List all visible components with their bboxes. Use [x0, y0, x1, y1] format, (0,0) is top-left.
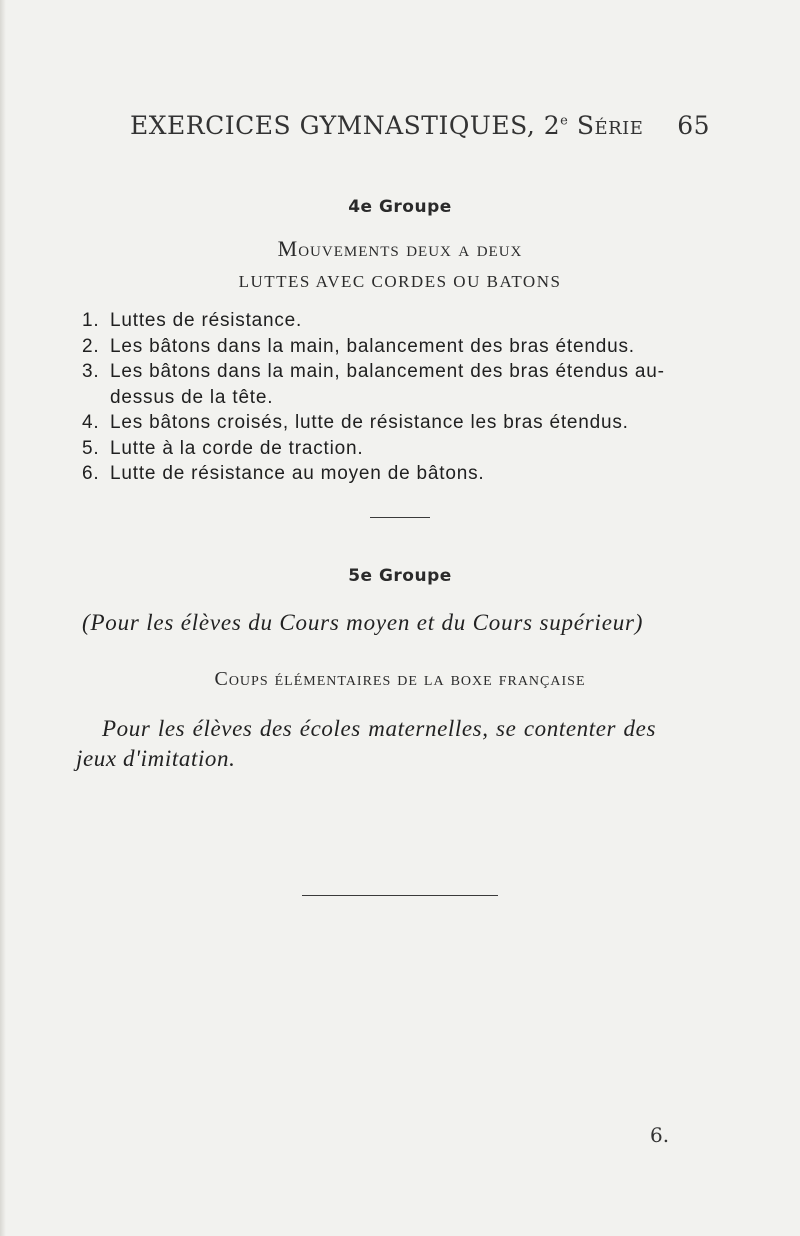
list-item-text: Les bâtons dans la main, balancement des bras étendus. — [110, 335, 635, 357]
list-item — [82, 410, 722, 436]
list-item-text: Les bâtons croisés, lutte de résistance les bras étendus. — [110, 412, 629, 433]
running-head-series: Série — [576, 111, 644, 140]
list-item-text: Luttes de résistance. — [110, 310, 303, 331]
group-5-subheading: Coups élémentaires de la boxe française — [214, 668, 586, 690]
list-item-number: 4. — [82, 412, 100, 433]
end-rule — [302, 895, 498, 896]
section-divider — [370, 517, 430, 518]
page-edge — [0, 0, 6, 1236]
list-item-text: Lutte à la corde de traction. — [110, 437, 364, 459]
list-item-text: Les bâtons dans la main, balancement des bras étendus au-dessus de la tête. — [110, 361, 665, 408]
list-item — [82, 461, 722, 487]
list-item-number: 1. — [82, 310, 100, 331]
list-item — [82, 436, 722, 462]
running-head-main: EXERCICES GYMNASTIQUES, 2 — [130, 111, 561, 140]
running-head — [130, 111, 710, 145]
maternelle-note: Pour les élèves des écoles maternelles, se contenter des jeux d'imitation. — [76, 716, 656, 771]
page-number: 65 — [677, 111, 710, 140]
list-item-number: 2. — [82, 335, 100, 357]
list-item — [82, 308, 722, 334]
exercise-list — [82, 308, 722, 487]
running-head-title — [130, 111, 643, 140]
group-5-heading: 5e Groupe — [348, 566, 452, 586]
group-4-heading: 4e Groupe — [348, 197, 452, 217]
signature-mark: 6. — [650, 1123, 670, 1147]
list-item — [82, 359, 722, 410]
running-head-superscript: e — [560, 113, 569, 129]
group-5-audience: (Pour les élèves du Cours moyen et du Cours supérieur) — [82, 610, 644, 635]
list-item-text: Lutte de résistance au moyen de bâtons. — [110, 463, 485, 484]
list-item-number: 3. — [82, 361, 100, 382]
group-4-subheading-2: LUTTES AVEC CORDES OU BATONS — [238, 272, 562, 291]
list-item — [82, 334, 722, 360]
list-item-number: 5. — [82, 437, 100, 459]
list-item-number: 6. — [82, 463, 100, 484]
group-4-subheading-1: Mouvements deux a deux — [277, 236, 523, 261]
